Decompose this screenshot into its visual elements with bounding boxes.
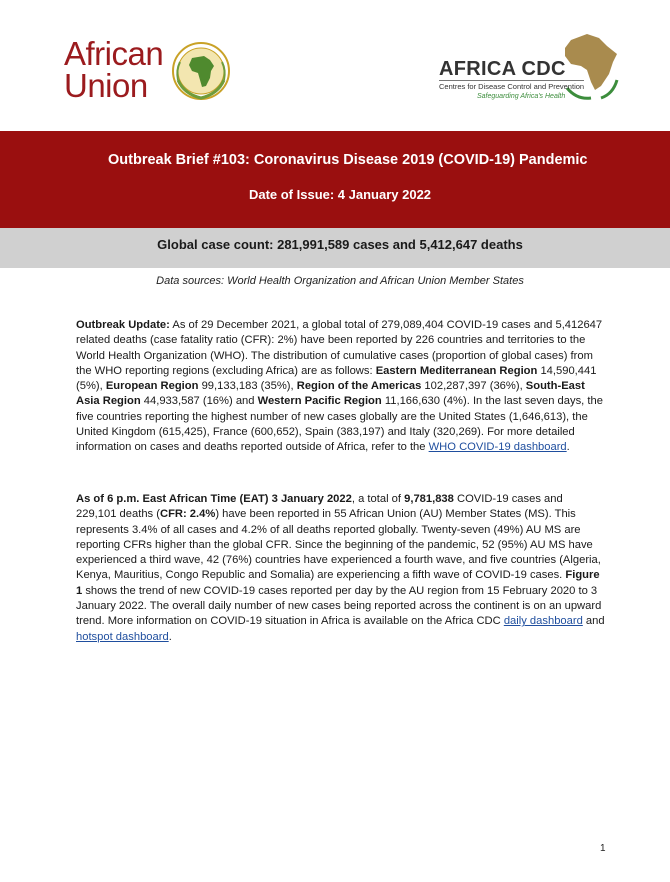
issue-date: Date of Issue: 4 January 2022 (248, 187, 432, 202)
para2-lead: As of 6 p.m. East African Time (EAT) 3 January 2022 (76, 493, 352, 505)
para1-lead: Outbreak Update: (76, 319, 170, 331)
region-sea-value: 44,933,587 (16%) and (140, 395, 258, 408)
au-logo-line1: African (64, 35, 164, 72)
region-americas-value: 102,287,397 (36%), (421, 380, 526, 393)
figure-ref: Figure 1 (76, 569, 600, 597)
africa-cases: 9,781,838 (404, 493, 454, 505)
cdc-subtitle: Centres for Disease Control and Prevention (439, 82, 585, 91)
para1-end: . (566, 441, 570, 454)
title-banner (0, 131, 670, 228)
cdc-title: AFRICA CDC (439, 58, 566, 80)
para2-text5: and (582, 615, 605, 628)
region-sea: South-East Asia Region (76, 380, 585, 408)
brief-title: Outbreak Brief #103: Coronavirus Disease 2019 (COVID-19) Pandemic (108, 152, 588, 168)
region-eur: European Region (105, 380, 199, 393)
cdc-tagline: Safeguarding Africa's Health (477, 93, 566, 100)
who-dashboard-link[interactable]: WHO COVID-19 dashboard (428, 441, 567, 454)
region-emr: Eastern Mediterranean Region (375, 364, 538, 377)
para2-text4: shows the trend of new COVID-19 cases reported per day by the AU region from 15 February 2020 to 3 January 2022. The overall daily number of new cases being reported across the continent is on an upward trend. More information on COVID-19 situation in Africa is available on the Africa CDC (76, 584, 602, 628)
region-eur-value: 99,133,183 (35%), (198, 380, 297, 393)
region-emr-value: 14,590,441 (5%), (76, 364, 597, 393)
africa-cfr: CFR: 2.4% (159, 508, 216, 521)
page-number: 1 (600, 843, 606, 854)
data-sources: Data sources: World Health Organization and African Union Member States (156, 275, 524, 287)
para1-text: As of 29 December 2021, a global total of 279,089,404 COVID-19 cases and 5,412647 related deaths (case fatality ratio (CFR): 2%) have been reported by 226 countries and territories to the World Health Organization (WHO). The distribution of cumulative cases (proportion of global cases) from the WHO reporting regions (excluding Africa) are as follows: (76, 319, 603, 377)
au-logo-line2: Union (64, 67, 148, 104)
para2-text2: COVID-19 cases and 229,101 deaths ( (76, 493, 563, 521)
para2-text1: , a total of (351, 493, 405, 505)
africa-map-icon (557, 28, 627, 108)
african-union-logo (64, 35, 244, 104)
africa-situation-paragraph (76, 492, 606, 645)
global-count-bar (0, 228, 670, 268)
para2-text3: ) have been reported in 55 African Union (AU) Member States (MS). This represents 3.4% of all cases and 4.2% of all deaths reported globally. Twenty-seven (49%) AU MS are reporting CFRs higher than the global CFR. Since the beginning of the pandemic, 52 (95%) AU MS have experienced a third wave, 42 (76%) countries have experienced a fourth wave, and five countries (Algeria, Kenya, Mauritius, Congo Republic and Somalia) are experiencing a fifth wave of COVID-19 cases. (76, 508, 601, 582)
au-emblem-icon (170, 40, 232, 102)
para2-end: . (168, 630, 172, 643)
outbreak-update-paragraph (76, 318, 606, 456)
hotspot-dashboard-link[interactable]: hotspot dashboard (76, 630, 169, 643)
region-wpr: Western Pacific Region (257, 395, 382, 408)
daily-dashboard-link[interactable]: daily dashboard (503, 615, 583, 628)
region-americas: Region of the Americas (296, 380, 422, 393)
region-wpr-value: 11,166,630 (4%). In the last seven days, the five countries reporting the highest number of new cases globally are the United States (1,646,613), the United Kingdom (615,425), France (600,652), Spain (383,197) and Italy (320,269). For more detailed information on cases and deaths reported outside of Africa, refer to the (76, 395, 603, 454)
global-case-count: Global case count: 281,991,589 cases and 5,412,647 deaths (157, 237, 523, 252)
africa-cdc-logo (437, 28, 627, 108)
